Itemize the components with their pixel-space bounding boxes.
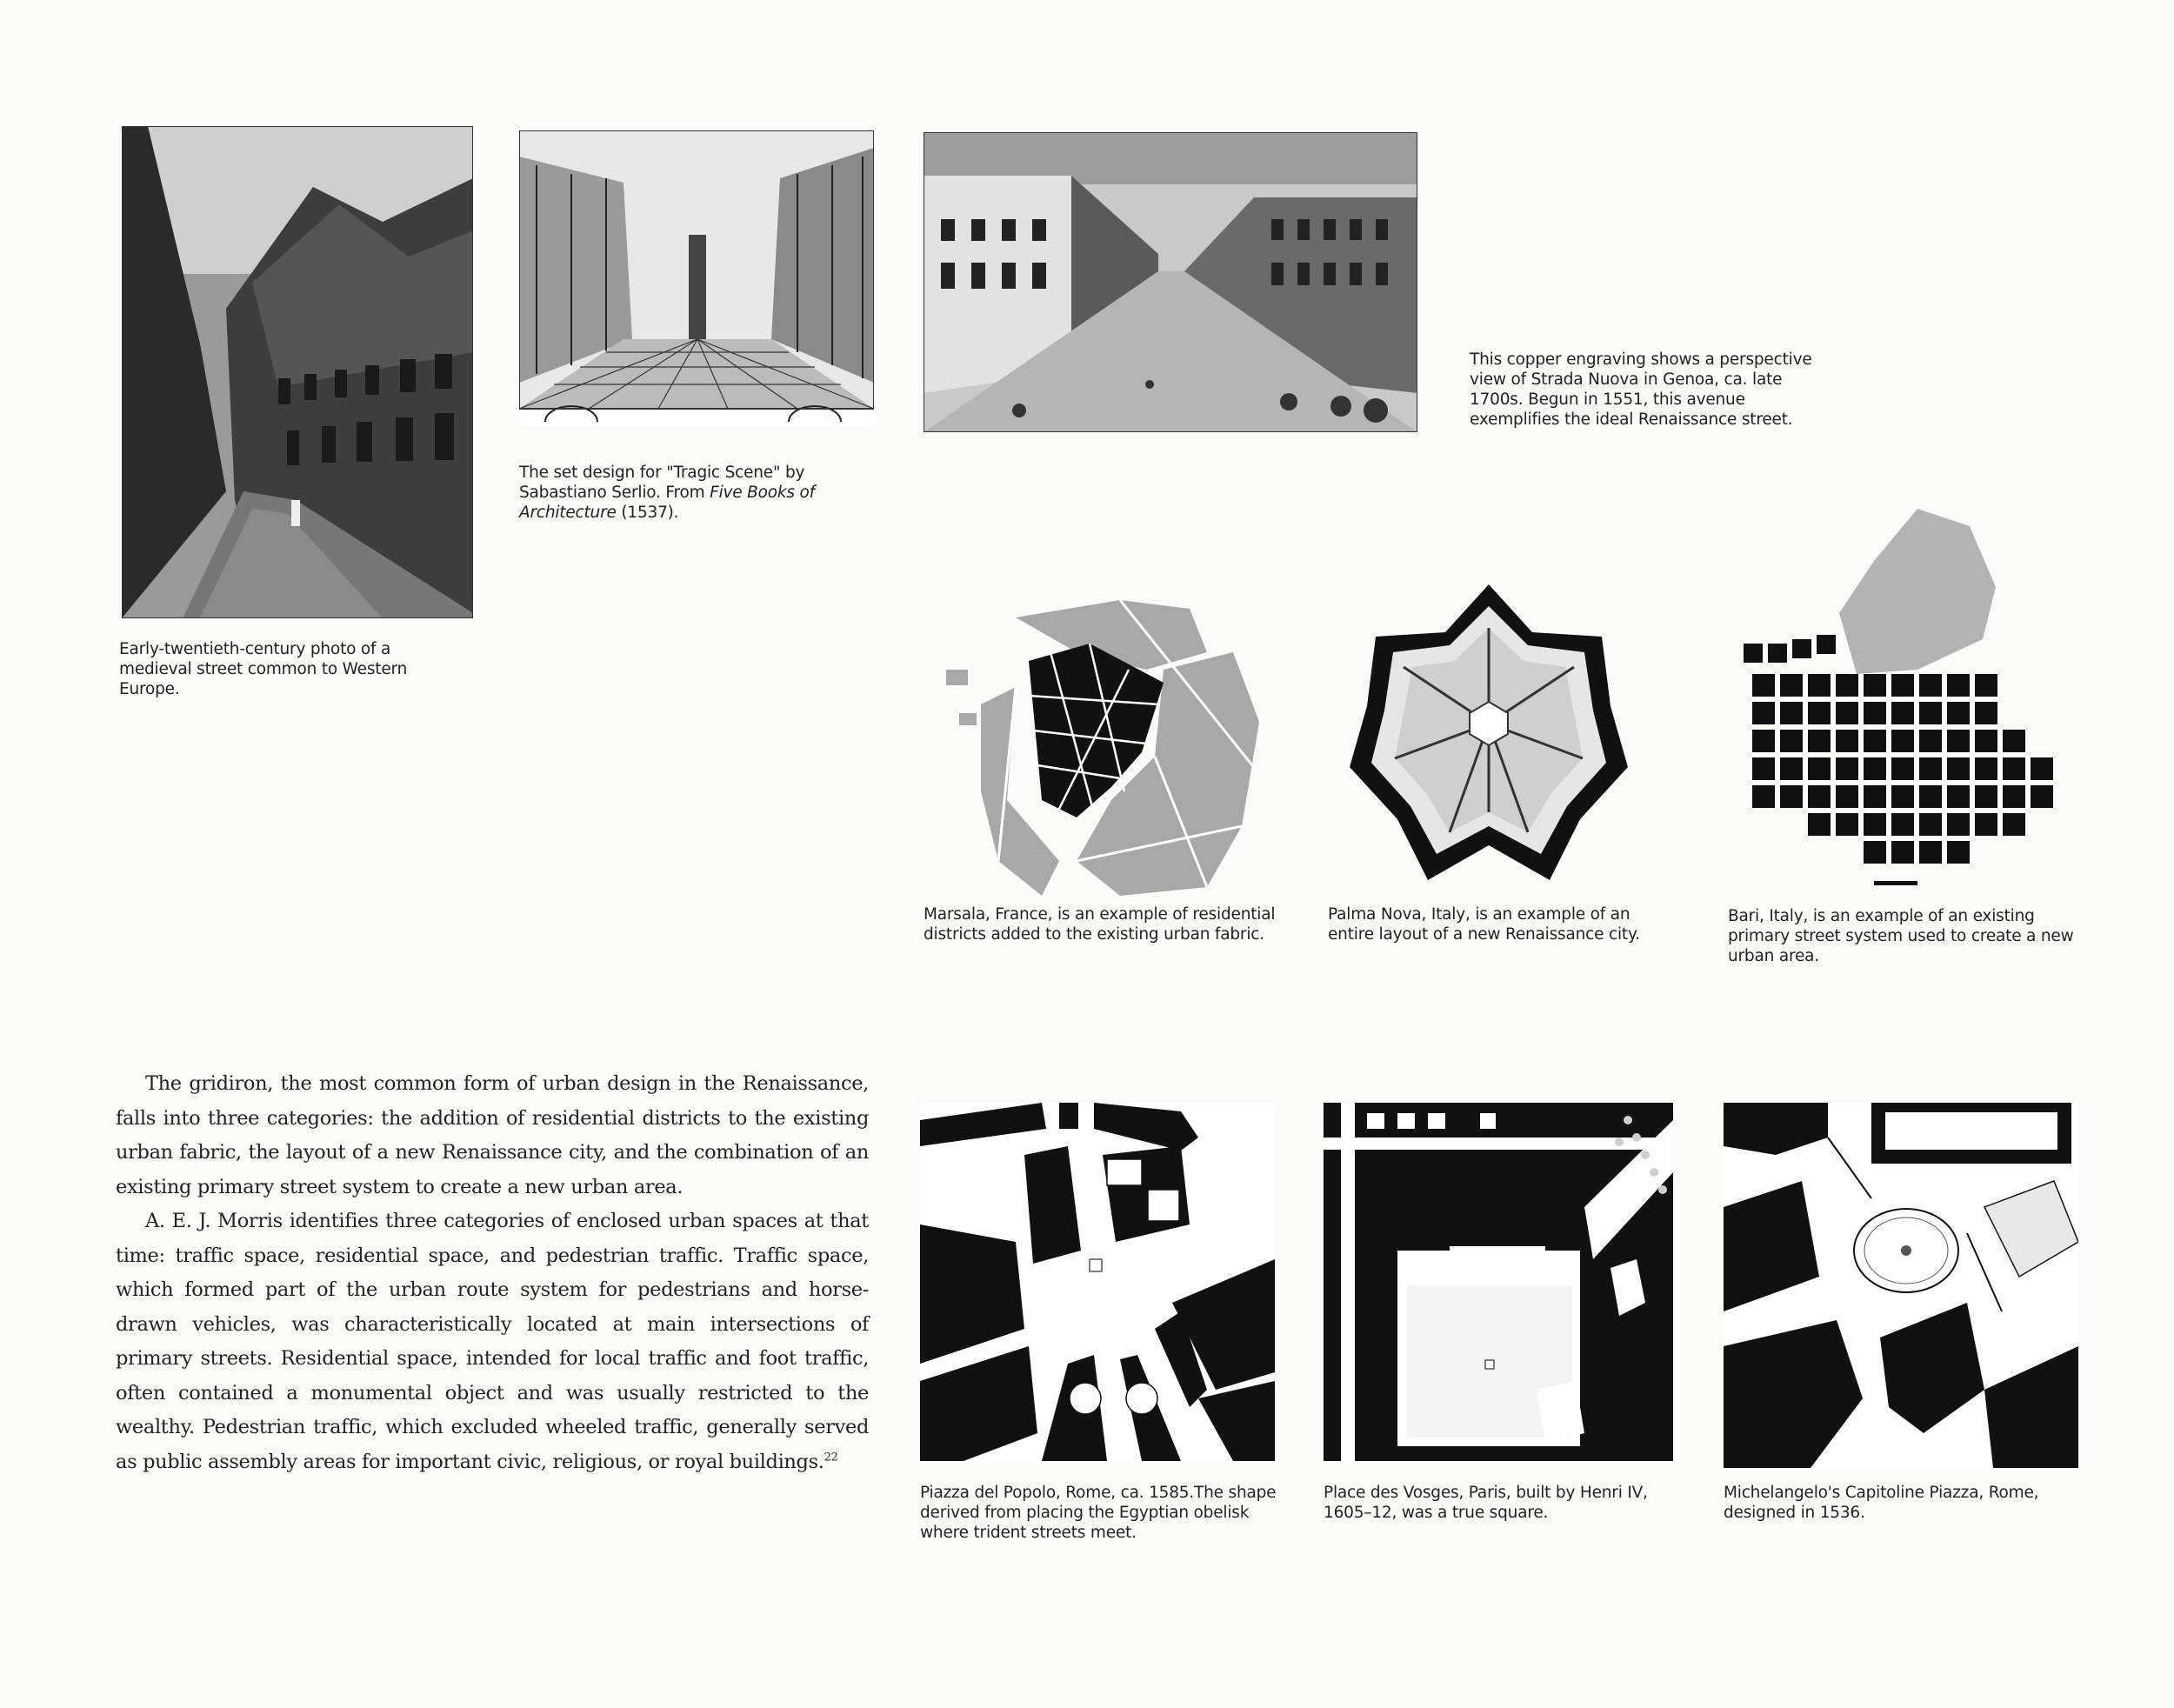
body-paragraph-2 [116, 1204, 869, 1479]
piazza-del-popolo-caption: Piazza del Popolo, Rome, ca. 1585.The shape derived from placing the Egyptian obelisk where trident streets meet. [920, 1484, 1277, 1542]
bari-plan [1744, 509, 2074, 891]
capitoline-caption: Michelangelo's Capitoline Piazza, Rome, designed in 1536. [1724, 1484, 2039, 1522]
tragic-scene-caption-title: Five Books of Architecture [519, 484, 815, 522]
piazza-del-popolo-plan [920, 1103, 1275, 1461]
footnote-ref: 22 [824, 1451, 838, 1464]
medieval-street-caption: Early-twentieth-century photo of a medieval street common to Western Europe. [119, 640, 408, 698]
palma-nova-caption: Palma Nova, Italy, is an example of an entire layout of a new Renaissance city. [1328, 905, 1640, 944]
place-des-vosges-caption: Place des Vosges, Paris, built by Henri IV, 1605–12, was a true square. [1324, 1484, 1648, 1522]
body-paragraph-1: The gridiron, the most common form of urban design in the Renaissance, falls into three categories: the addition of residential districts to the existing urban fabric, the layout of a new Renaissance city, and the combination of an existing primary street system to create a new urban area. [116, 1072, 869, 1198]
place-des-vosges-plan [1324, 1103, 1673, 1461]
medieval-street-photo [122, 126, 473, 618]
tragic-scene-caption-date: (1537). [616, 504, 679, 522]
marsala-caption: Marsala, France, is an example of residential districts added to the existing urban fabric. [924, 905, 1276, 944]
tragic-scene-engraving [519, 130, 874, 426]
bari-caption: Bari, Italy, is an example of an existing primary street system used to create a new urban area. [1728, 907, 2074, 965]
body-text [116, 1067, 869, 1479]
palma-nova-plan [1350, 584, 1628, 880]
strada-nuova-engraving [924, 132, 1417, 432]
capitoline-plan [1724, 1103, 2078, 1468]
tragic-scene-caption [519, 463, 850, 523]
strada-nuova-caption: This copper engraving shows a perspective view of Strada Nuova in Genoa, ca. late 1700s. Begun in 1551, this avenue exemplifies the ideal Renaissance street. [1470, 350, 1812, 429]
marsala-plan [946, 600, 1259, 896]
body-paragraph-2-text: A. E. J. Morris identifies three categories of enclosed urban spaces at that time: traffic space, residential space, and pedestrian traffic. Traffic space, which formed part of the urban route system for pedestrians and horse-drawn vehicles, was characteristically located at main intersections of primary streets. Residential space, intended for local traffic and foot traffic, often contained a monumental object and was usually restricted to the wealthy. Pedestrian traffic, which excluded wheeled traffic, generally served as public assembly areas for important civic, religious, or royal buildings. [116, 1210, 869, 1473]
tragic-scene-caption-text: The set design for "Tragic Scene" by Sabastiano Serlio. From [519, 464, 805, 502]
